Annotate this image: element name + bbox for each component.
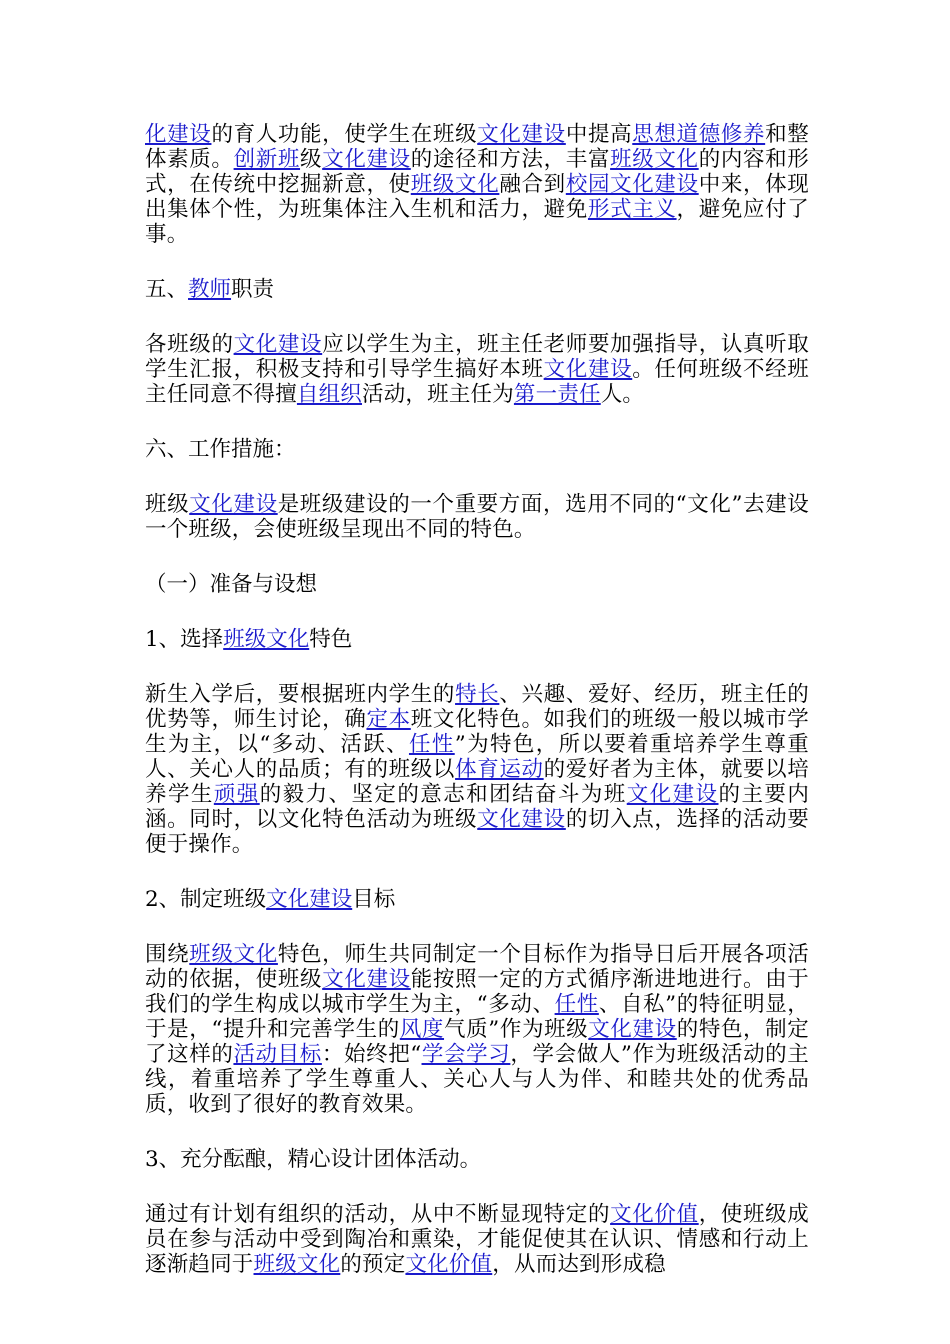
keyword-link[interactable]: 班级文化	[610, 147, 699, 172]
keyword-link[interactable]: 定本	[366, 707, 411, 732]
keyword-link[interactable]: 特长	[455, 682, 500, 707]
keyword-link[interactable]: 任性	[408, 732, 455, 757]
text-run: ，避免应付了事。	[145, 197, 809, 247]
keyword-link[interactable]: 思想道德修养	[632, 122, 766, 147]
keyword-link[interactable]: 文化价值	[405, 1252, 493, 1277]
keyword-link[interactable]: 活动目标	[233, 1042, 322, 1067]
text-run: ，学会做人”作为班级活动的主线，着重培养了学生尊重人、关心人与人为伴、和睦共处的优秀品质，收到了很好的教育效果。	[145, 1042, 809, 1117]
text-run: 。任何班级不经班主任同意不得擅	[145, 357, 809, 407]
text-run: 的切入点，选择的活动要便于操作。	[145, 807, 809, 857]
body-paragraph	[145, 682, 809, 857]
keyword-link[interactable]: 教师	[188, 277, 232, 302]
keyword-link[interactable]: 顽强	[213, 782, 260, 807]
section-heading	[145, 437, 809, 462]
keyword-link[interactable]: 班级文化	[410, 172, 500, 197]
text-run: 的育人功能，使学生在班级	[211, 122, 478, 147]
keyword-link[interactable]: 文化建设	[543, 357, 633, 382]
text-run: 、自私”的特征明显，于是，“提升和完善学生的	[145, 992, 810, 1042]
text-run: 各班级的	[145, 332, 234, 357]
text-run: 的途径和方法，丰富	[410, 147, 611, 172]
body-paragraph	[145, 122, 809, 247]
text-run: ：始终把“	[321, 1042, 422, 1067]
keyword-link[interactable]: 体育运动	[455, 757, 544, 782]
text-run: 2、制定班级	[145, 887, 267, 912]
keyword-link[interactable]: 文化建设	[477, 807, 566, 832]
keyword-link[interactable]: 文化建设	[588, 1017, 677, 1042]
text-run: 和整体素质。	[145, 122, 810, 172]
keyword-link[interactable]: 文化价值	[610, 1202, 699, 1227]
text-run: 班级	[145, 492, 190, 517]
text-run: 的爱好者为主体，就要以培养学生	[145, 757, 809, 807]
keyword-link[interactable]: 校园文化建设	[565, 172, 699, 197]
keyword-link[interactable]: 文化建设	[189, 492, 278, 517]
text-run: 应以学生为主，班主任老师要加强指导，认真听取学生汇报，积极支持和引导学生搞好本班	[145, 332, 809, 382]
text-run: 能按照一定的方式循序渐进地进行。由于我们的学生构成以城市学生为主，“多动、	[145, 967, 809, 1017]
keyword-link[interactable]: 形式主义	[587, 197, 677, 222]
text-run: 的特色，制定了这样的	[145, 1017, 809, 1067]
keyword-link[interactable]: 任性	[554, 992, 599, 1017]
keyword-link[interactable]: 文化建设	[322, 147, 411, 172]
text-run: 、兴趣、爱好、经历，班主任的优势等，师生讨论，确	[145, 682, 809, 732]
keyword-link[interactable]: 文化建设	[626, 782, 719, 807]
keyword-link[interactable]: 风度	[399, 1017, 445, 1042]
text-run: ，使班级成员在参与活动中受到陶冶和熏染，才能促使其在认识、情感和行动上逐渐趋同于	[145, 1202, 809, 1277]
keyword-link[interactable]: 班级文化	[253, 1252, 341, 1277]
text-run: 六、工作措施：	[145, 437, 296, 462]
text-run: 融合到	[499, 172, 566, 197]
text-run: 级	[300, 147, 323, 172]
text-run: 3、充分酝酿，精心设计团体活动。	[145, 1147, 482, 1172]
keyword-link[interactable]: 文化建设	[233, 332, 323, 357]
text-run: 职责	[231, 277, 275, 302]
text-run: 的毅力、坚定的意志和团结奋斗为班	[259, 782, 627, 807]
text-run: 的主要内涵。同时，以文化特色活动为班级	[145, 782, 810, 832]
body-paragraph	[145, 942, 809, 1117]
text-run: 新生入学后，要根据班内学生的	[145, 682, 456, 707]
text-run: 特色，师生共同制定一个目标作为指导日后开展各项活动的依据，使班级	[145, 942, 809, 992]
keyword-link[interactable]: 学会学习	[421, 1042, 511, 1067]
keyword-link[interactable]: 文化建设	[266, 887, 353, 912]
text-run: 围绕	[145, 942, 190, 967]
section-heading	[145, 277, 809, 302]
text-run: 通过有计划有组织的活动，从中不断显现特定的	[145, 1202, 611, 1227]
document-body	[145, 122, 809, 1307]
section-heading	[145, 887, 809, 912]
text-run: ”为特色，所以要着重培养学生尊重人、关心人的品质；有的班级以	[145, 732, 809, 782]
keyword-link[interactable]: 班级文化	[223, 627, 310, 652]
section-heading	[145, 627, 809, 652]
keyword-link[interactable]: 第一责任	[513, 382, 601, 407]
body-paragraph	[145, 332, 809, 407]
text-run: 1、选择	[145, 627, 224, 652]
text-run: （一）准备与设想	[145, 572, 318, 597]
text-run: 中来，体现出集体个性，为班集体注入生机和活力，避免	[145, 172, 809, 222]
text-run: 气质”作为班级	[444, 1017, 589, 1042]
text-run: 是班级建设的一个重要方面，选用不同的“文化”去建设一个班级，会使班级呈现出不同的特色。	[145, 492, 809, 542]
text-run: 目标	[352, 887, 396, 912]
text-run: ，从而达到形成稳	[492, 1252, 666, 1277]
keyword-link[interactable]: 化建设	[145, 122, 212, 147]
keyword-link[interactable]: 文化建设	[477, 122, 566, 147]
text-run: 人。	[600, 382, 645, 407]
text-run: 的预定	[340, 1252, 406, 1277]
body-paragraph	[145, 492, 809, 542]
text-run: 班文化特色。如我们的班级一般以城市学生为主，以“多动、活跃、	[145, 707, 809, 757]
text-run: 的内容和形式，在传统中挖掘新意，使	[145, 147, 809, 197]
text-run: 五、	[145, 277, 189, 302]
section-heading	[145, 572, 809, 597]
keyword-link[interactable]: 自组织	[296, 382, 363, 407]
keyword-link[interactable]: 文化建设	[322, 967, 411, 992]
text-run: 中提高	[565, 122, 633, 147]
keyword-link[interactable]: 创新班	[233, 147, 301, 172]
keyword-link[interactable]: 班级文化	[189, 942, 278, 967]
body-paragraph	[145, 1202, 809, 1277]
section-heading	[145, 1147, 809, 1172]
text-run: 活动，班主任为	[362, 382, 514, 407]
text-run: 特色	[309, 627, 353, 652]
